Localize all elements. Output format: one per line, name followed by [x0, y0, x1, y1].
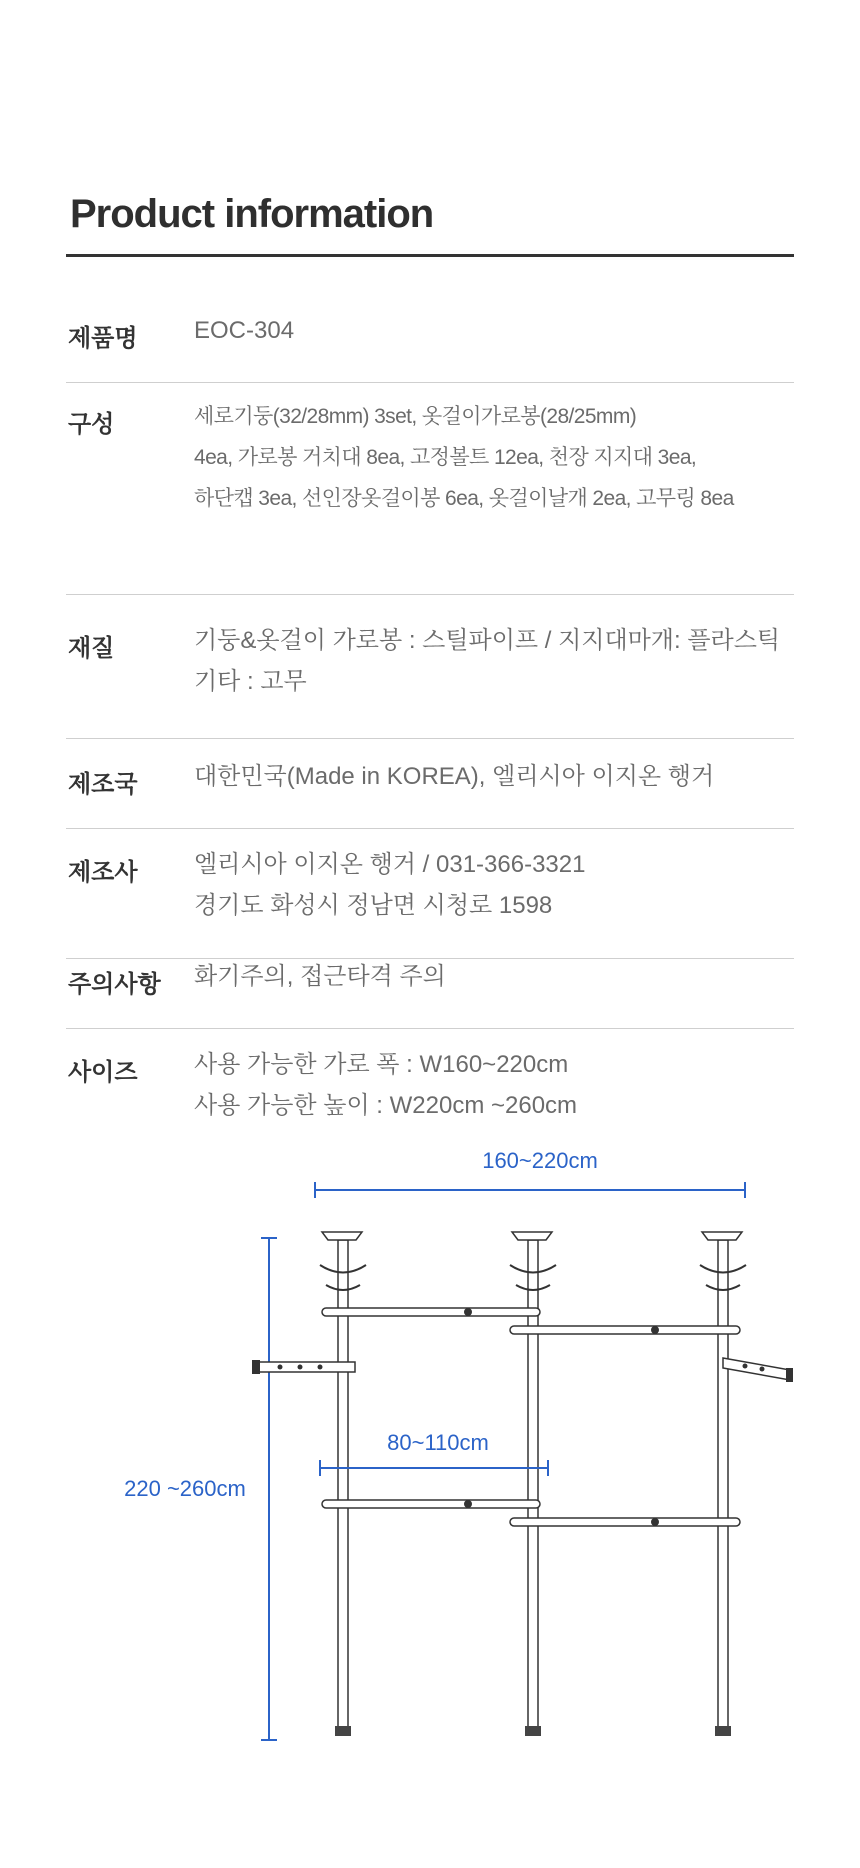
upper-bar-right: [510, 1326, 740, 1334]
wing-rack-right: [723, 1358, 793, 1382]
value-line: 세로기둥(32/28mm) 3set, 옷걸이가로봉(28/25mm): [194, 405, 637, 428]
width-dimension-line: [315, 1182, 745, 1198]
row-value: [194, 956, 446, 997]
row-value: [194, 620, 780, 702]
wing-rack-left: [252, 1360, 355, 1374]
row-value: [194, 844, 585, 926]
row-label: 구성: [68, 411, 115, 438]
value-line: 엘리시아 이지온 행거 / 031-366-3321: [194, 851, 586, 878]
lower-bar-right: [510, 1518, 740, 1526]
row-divider: [66, 594, 794, 595]
row-value: [194, 310, 294, 351]
height-dimension-line: [261, 1238, 277, 1740]
row-divider: [66, 828, 794, 829]
row-label: 제조국: [68, 771, 138, 798]
value-line: 기타 : 고무: [194, 668, 307, 695]
row-label: 제품명: [68, 325, 138, 352]
value-line: 사용 가능한 높이 : W220cm ~260cm: [194, 1092, 578, 1119]
value-line: 기둥&옷걸이 가로봉 : 스틸파이프 / 지지대마개: 플라스틱: [194, 627, 781, 654]
value-line: 화기주의, 접근타격 주의: [194, 963, 446, 990]
row-value: [194, 396, 734, 519]
value-line: 4ea, 가로봉 거치대 8ea, 고정볼트 12ea, 천장 지지대 3ea,: [194, 446, 697, 469]
title-divider: [66, 254, 794, 257]
width-dimension-label: 160~220cm: [482, 1148, 598, 1173]
row-label: 제조사: [68, 859, 138, 886]
row-value: [194, 1044, 577, 1126]
pole-right: [700, 1232, 746, 1736]
row-divider: [66, 382, 794, 383]
page-title: Product information: [70, 192, 434, 236]
upper-bar-left: [322, 1308, 540, 1316]
hanger-diagram: [0, 1130, 860, 1770]
row-label: 주의사항: [68, 971, 161, 998]
value-line: 경기도 화성시 정남면 시청로 1598: [194, 892, 553, 919]
row-label: 재질: [68, 635, 115, 662]
span-dimension-label: 80~110cm: [387, 1430, 489, 1455]
row-divider: [66, 738, 794, 739]
span-dimension-line: [320, 1460, 548, 1476]
lower-bar-left: [322, 1500, 540, 1508]
value-line: EOC-304: [194, 317, 295, 344]
row-value: [194, 756, 714, 797]
height-dimension-label: 220 ~260cm: [124, 1476, 246, 1501]
row-label: 사이즈: [68, 1059, 138, 1086]
value-line: 하단캡 3ea, 선인장옷걸이봉 6ea, 옷걸이날개 2ea, 고무링 8ea: [194, 487, 734, 510]
value-line: 사용 가능한 가로 폭 : W160~220cm: [194, 1051, 569, 1078]
value-line: 대한민국(Made in KOREA), 엘리시아 이지온 행거: [194, 763, 715, 790]
row-divider: [66, 1028, 794, 1029]
